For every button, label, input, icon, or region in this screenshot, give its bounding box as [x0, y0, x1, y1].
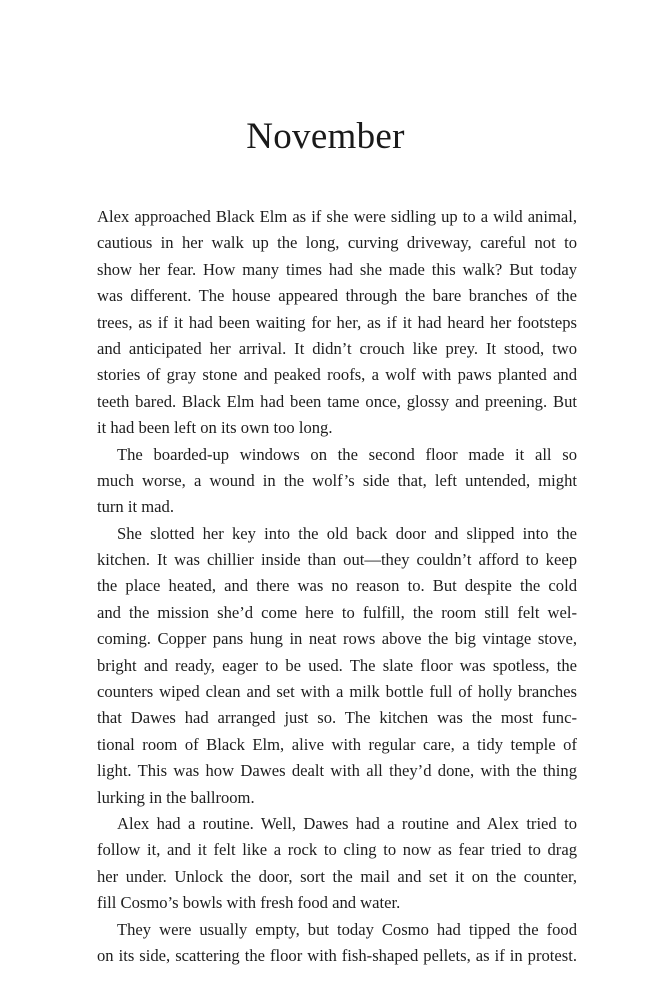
text-line: her under. Unlock the door, sort the mail and set it on the counter, [97, 866, 577, 886]
text-line: much worse, a wound in the wolf’s side that, left untended, might [97, 470, 577, 490]
text-line: was different. The house appeared through the bare branches of the [97, 286, 577, 306]
text-line: light. This was how Dawes dealt with all they’d done, with the thing [97, 761, 577, 781]
text-line: She slotted her key into the old back door and slipped into the [117, 523, 577, 543]
text-line: trees, as if it had been waiting for her, as if it had heard her footsteps [97, 312, 577, 332]
text-line: They were usually empty, but today Cosmo had tipped the food [117, 919, 577, 939]
text-line: counters wiped clean and set with a milk bottle full of holly branches [97, 682, 577, 702]
body-text [97, 204, 577, 969]
text-line: follow it, and it felt like a rock to cling to now as fear tried to drag [97, 840, 577, 860]
text-line: bright and ready, eager to be used. The slate floor was spotless, the [97, 655, 577, 675]
text-line: and the mission she’d come here to fulfill, the room still felt wel- [97, 602, 577, 622]
text-line: coming. Copper pans hung in neat rows above the big vintage stove, [97, 629, 577, 649]
text-line: lurking in the ballroom. [97, 787, 255, 807]
text-line: Alex had a routine. Well, Dawes had a routine and Alex tried to [117, 813, 577, 833]
text-line: turn it mad. [97, 497, 174, 517]
text-line: Alex approached Black Elm as if she were sidling up to a wild animal, [97, 207, 577, 226]
text-line: The boarded-up windows on the second floor made it all so [117, 444, 577, 464]
text-line: teeth bared. Black Elm had been tame once, glossy and preening. But [97, 391, 577, 411]
text-line: and anticipated her arrival. It didn’t crouch like prey. It stood, two [97, 338, 577, 358]
text-line: stories of gray stone and peaked roofs, a wolf with paws planted and [97, 365, 577, 385]
text-line: the place heated, and there was no reason to. But despite the cold [97, 576, 577, 596]
text-line: that Dawes had arranged just so. The kitchen was the most func- [97, 708, 577, 728]
text-line: it had been left on its own too long. [97, 418, 333, 438]
text-line: cautious in her walk up the long, curving driveway, careful not to [97, 233, 577, 253]
text-line: kitchen. It was chillier inside than out—they couldn’t afford to keep [97, 550, 577, 570]
text-line: fill Cosmo’s bowls with fresh food and water. [97, 893, 401, 913]
chapter-title: November [246, 116, 405, 157]
text-line: show her fear. How many times had she made this walk? But today [97, 259, 577, 279]
text-line: tional room of Black Elm, alive with regular care, a tidy temple of [97, 734, 577, 754]
text-line: on its side, scattering the floor with fish-shaped pellets, as if in protest. [97, 945, 577, 965]
